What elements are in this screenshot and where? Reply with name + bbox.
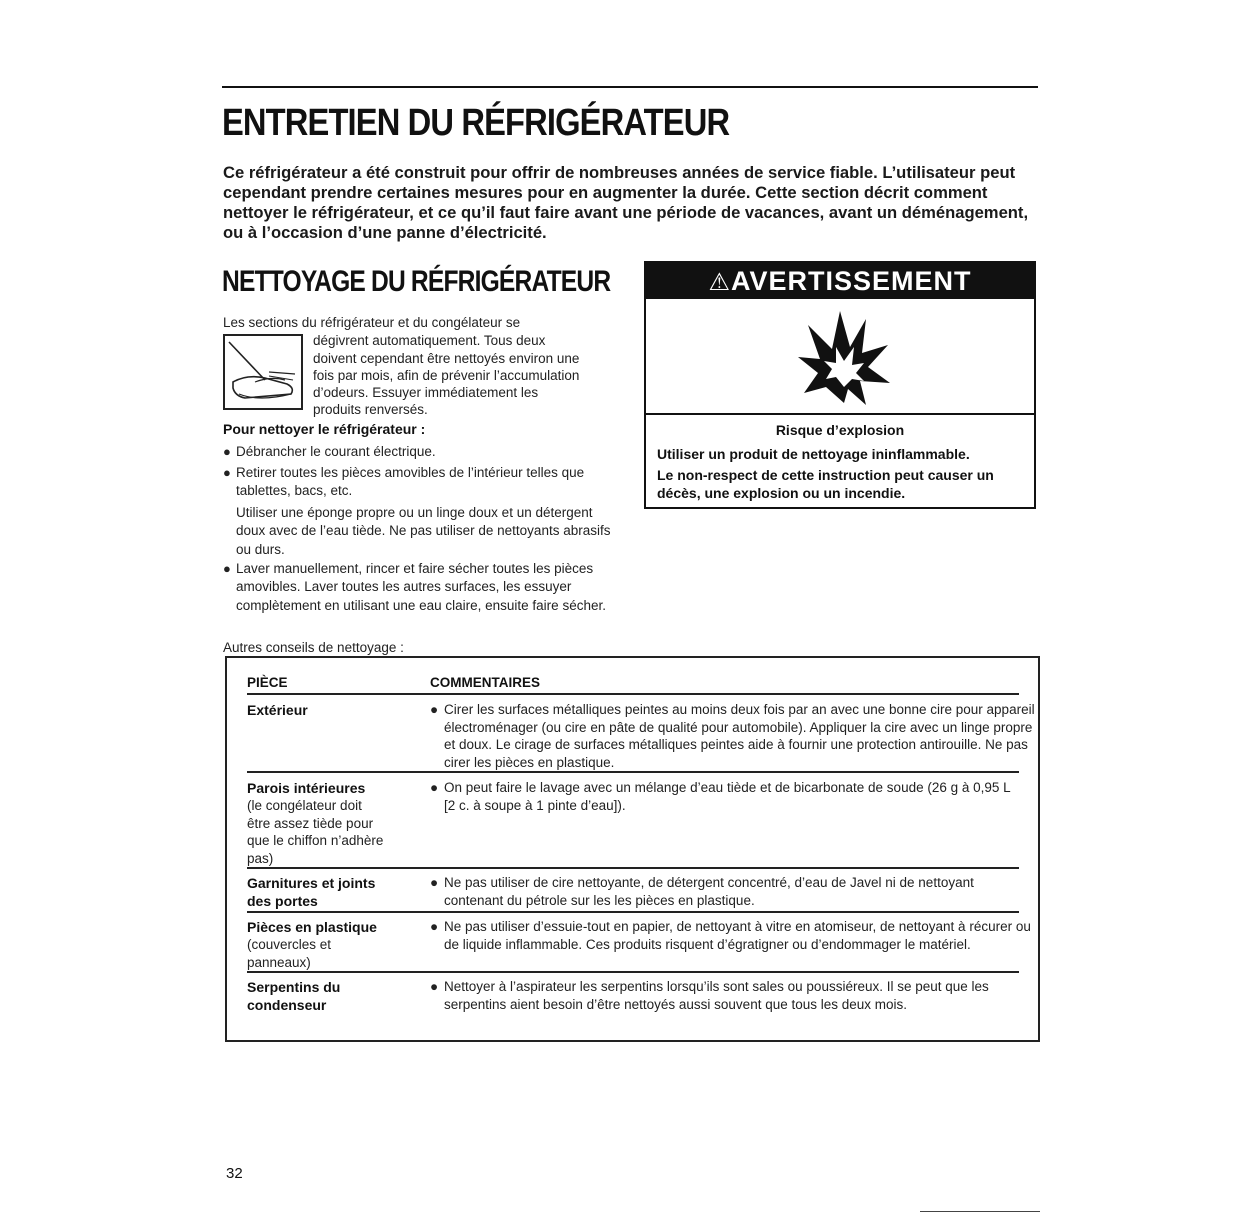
section-title-cleaning: NETTOYAGE DU RÉFRIGÉRATEUR xyxy=(222,265,611,298)
cell-comment: Ne pas utiliser de cire nettoyante, de détergent concentré, d’eau de Javel ni de nettoyant contenant du pétrole sur les les pièces en plastique. xyxy=(444,875,974,908)
bullet-icon: ● xyxy=(430,919,439,934)
row-rule xyxy=(247,867,1019,869)
cell-piece: Extérieur xyxy=(247,702,308,718)
cell-piece-note: (le congélateur doit être assez tiède pour que le chiffon n’adhère pas) xyxy=(247,798,384,866)
row-rule xyxy=(247,911,1019,913)
bullet-icon: ● xyxy=(430,780,439,795)
bullet-icon: ● xyxy=(430,702,439,717)
bullet-icon: ● xyxy=(430,875,439,890)
explosion-icon xyxy=(796,307,892,407)
warning-risk-title: Risque d’explosion xyxy=(775,422,905,438)
procedure-title: Pour nettoyer le réfrigérateur : xyxy=(223,421,426,437)
page-title: ENTRETIEN DU RÉFRIGÉRATEUR xyxy=(222,102,730,144)
bullet-icon: ● xyxy=(223,465,231,480)
cleaning-intro-line6: produits renversés. xyxy=(313,402,428,417)
column-header-piece: PIÈCE xyxy=(247,675,288,690)
procedure-paragraph: Utiliser une éponge propre ou un linge doux et un détergent doux avec de l’eau tiède. Ne pas utiliser de nettoyants abrasifs ou durs. xyxy=(236,505,611,557)
bottom-rule xyxy=(920,1211,1040,1212)
table-header-rule xyxy=(247,693,1019,695)
table-row xyxy=(247,918,1031,970)
table-row xyxy=(247,978,1019,1034)
cleaning-intro-line1: Les sections du réfrigérateur et du congélateur se xyxy=(223,315,521,330)
cell-piece: Parois intérieures xyxy=(247,780,366,796)
top-rule xyxy=(222,86,1038,88)
intro-paragraph: Ce réfrigérateur a été construit pour offrir de nombreuses années de service fiable. L’utilisateur peut cependant prendre certaines mesures pour en augmenter la durée. Cette section décrit comment nettoyer le réfrigérateur, et ce qu’il faut faire avant une période de vacances, avant un déménagement, ou à l’occasion d’une panne d’électricité. xyxy=(223,163,1029,242)
cell-comment: Nettoyer à l’aspirateur les serpentins lorsqu’ils sont sales ou poussiéreux. Il se peut que les serpentins aient besoin d’être nettoyés aussi souvent que tous les deux mois. xyxy=(444,979,989,1012)
table-row xyxy=(247,701,1035,773)
table-row xyxy=(247,779,1019,865)
cleaning-intro-line5: d’odeurs. Essuyer immédiatement les xyxy=(313,385,539,400)
warning-instruction: Utiliser un produit de nettoyage ininflammable. xyxy=(657,446,970,462)
cell-comment: Cirer les surfaces métalliques peintes au moins deux fois par an avec une bonne cire pour appareil électroménager (ou cire en pâte de qualité pour automobile). Appliquer la cire avec un linge propre et doux. Le cirage de surfaces métalliques peintes aide à fournir une protection antirouille. Ne pas cirer les pièces en plastique. xyxy=(444,702,1035,770)
warning-separator xyxy=(646,413,1034,415)
warning-box xyxy=(644,261,1036,509)
column-header-comments: COMMENTAIRES xyxy=(430,675,540,690)
warning-consequence: Le non-respect de cette instruction peut causer un décès, une explosion ou un incendie. xyxy=(657,467,994,501)
wiping-hand-icon xyxy=(223,334,303,410)
cleaning-intro-line3: doivent cependant être nettoyés environ une xyxy=(313,351,580,366)
cleaning-intro-line4: fois par mois, afin de prévenir l’accumulation xyxy=(313,368,580,383)
cell-comment: On peut faire le lavage avec un mélange d’eau tiède et de bicarbonate de soude (26 g à 0,95 L [2 c. à soupe à 1 pinte d’eau]). xyxy=(444,780,1011,813)
table-row xyxy=(247,874,1019,910)
cell-piece-note: (couvercles et panneaux) xyxy=(247,937,332,970)
cell-piece: Garnitures et joints des portes xyxy=(247,875,376,909)
cleaning-intro-line2: dégivrent automatiquement. Tous deux xyxy=(313,333,546,348)
warning-triangle-icon: ⚠ xyxy=(708,269,731,296)
warning-header: ⚠AVERTISSEMENT xyxy=(646,263,1034,299)
cell-piece: Serpentins du condenseur xyxy=(247,979,341,1013)
row-rule xyxy=(247,971,1019,973)
row-rule xyxy=(247,771,1019,773)
bullet-icon: ● xyxy=(223,561,231,576)
bullet-icon: ● xyxy=(223,444,231,459)
page-number: 32 xyxy=(226,1165,243,1182)
cell-piece: Pièces en plastique xyxy=(247,919,377,935)
bullet-icon: ● xyxy=(430,979,439,994)
cell-comment: Ne pas utiliser d’essuie-tout en papier, de nettoyant à vitre en atomiseur, de nettoyant à récurer ou de liquide inflammable. Ces produits risquent d’égratigner ou d’endommager le matériel. xyxy=(444,919,1031,952)
other-tips-label: Autres conseils de nettoyage : xyxy=(223,640,404,655)
cleaning-tips-table xyxy=(225,656,1040,1042)
